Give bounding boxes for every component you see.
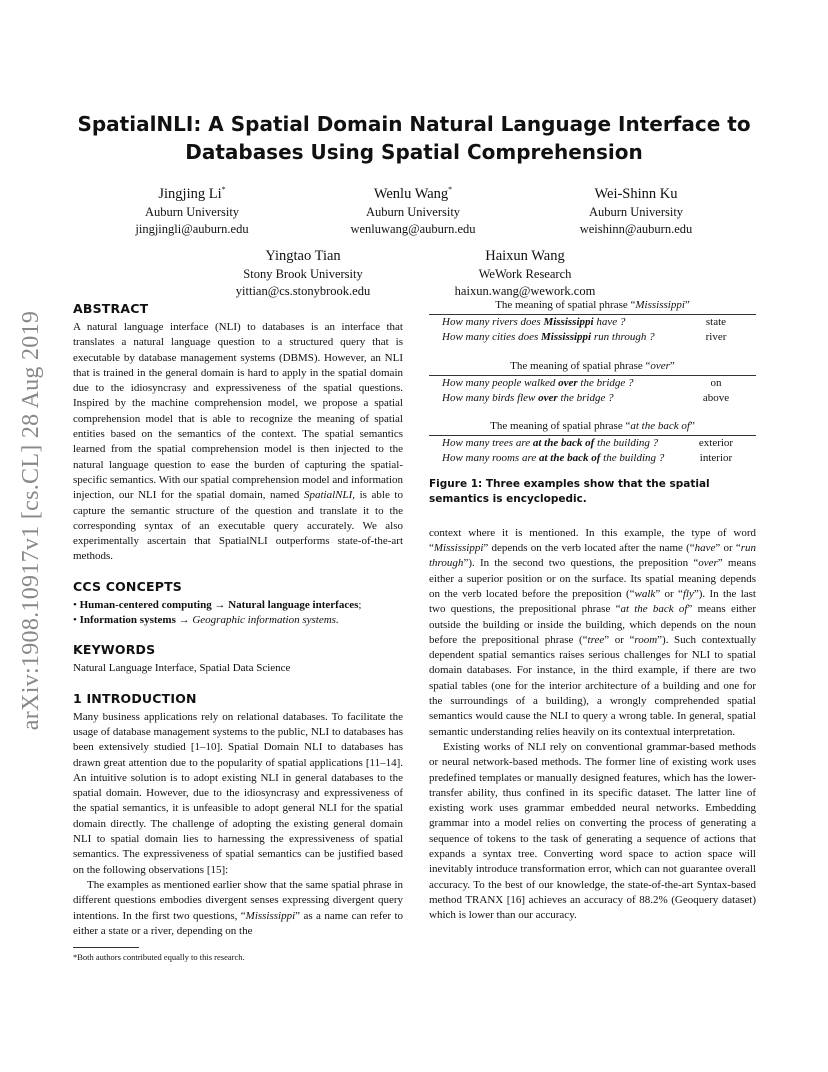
author-3: Wei-Shinn Ku Auburn University weishinn@auburn.edu [579,185,693,236]
author-5: Haixun Wang WeWork Research haixun.wang@wework.com [454,247,596,298]
figure-row: How many cities does Mississippi run through ? river [442,331,727,344]
figure-row: How many trees are at the back of the building ? exterior [442,437,734,450]
figure-group-title: The meaning of spatial phrase “Mississippi” [429,298,756,315]
ccs-heading: CCS CONCEPTS [73,578,182,594]
figure-row: How many people walked over the bridge ? on [442,376,722,389]
figure-group-over [429,359,756,407]
title-line-1: SpatialNLI: A Spatial Domain Natural Language Interface to [77,112,751,136]
figure-row: How many rooms are at the back of the building ? interior [442,452,733,465]
arxiv-stamp: arXiv:1908.10917v1 [cs.CL] 28 Aug 2019 [18,310,45,730]
figure-group-at-the-back-of [429,419,756,467]
abstract-text: A natural language interface (NLI) to databases is an interface that translates a natural language question to a structured query that is executable by database management systems (DBMS). However, an NLI that is trained in the general domain is hard to apply in the spatial domain due to the idiosyncrasy and expressiveness of the spatial questions. Inspired by the machine comprehension model, we propose a spatial comprehension model that is able to recognize the meaning of spatial entities based on the semantics of the context. The spatial semantics learned from the spatial comprehension model is then injected to the natural language question to ease the burden of capturing the spatial-specific semantics. With our spatial comprehension model and information injection, our NLI for the spatial domain, named SpatialNLI, is able to capture the semantic structure of the question and translate it to the corresponding syntax of an executable query accurately. We also experimentally ascertain that SpatialNLI outperforms state-of-the-art methods. [73,321,403,563]
right-column [429,298,756,924]
right-paragraph-1: context where it is mentioned. In this example, the type of word “Mississippi” depends on the verb located after the name (“have” or “run through”). In the second two questions, the preposition “over” means either a superior position or on the surface. Its spatial meaning depends on the verb located before the preposition (“walk” or “fly”). In the last two questions, the prepositional phrase “at the back of” means either outside the building or inside the building, which depends on the noun before the prepositional phrase (“tree” or “room”). Such contextually dependent spatial semantics raises serious challenges for NLI to spatial domain databases. For instance, in the third example, if there are two spatial tables (one for the interior architecture of a building and one for the surroundings of a building), a wrongly comprehended spatial semantics would cause the NLI to query a wrong table. In general, spatial semantic understanding relies heavily on its contextual interpretation. [429,526,756,738]
footnote-rule [73,947,139,948]
title-line-2: Databases Using Spatial Comprehension [185,140,643,164]
ccs-item-1: • Human-centered computing → Natural language interfaces; [73,598,362,611]
figure-caption: Figure 1: Three examples show that the spatial semantics is encyclopedic. [429,477,710,505]
footnote: *Both authors contributed equally to this research. [73,952,245,963]
author-1: Jingjing Li* Auburn University jingjingli@auburn.edu [135,185,249,236]
author-4: Yingtao Tian Stony Brook University yittian@cs.stonybrook.edu [235,247,371,298]
figure-group-mississippi [429,298,756,346]
figure-row: How many rivers does Mississippi have ? state [442,316,727,328]
abstract-heading: ABSTRACT [73,301,149,316]
keywords-heading: KEYWORDS [73,642,156,658]
introduction-heading: 1 INTRODUCTION [73,690,197,706]
intro-paragraph-2: The examples as mentioned earlier show that the same spatial phrase in different questions embodies divergent senses expressing divergent query intentions. In the first two questions, “Mississippi” as a name can refer to either a state or a river, depending on the [73,878,403,937]
keywords-text: Natural Language Interface, Spatial Data Science [73,662,291,675]
figure-group-title: The meaning of spatial phrase “over” [429,359,756,376]
figure-1 [429,298,756,507]
paper-title [70,110,758,166]
intro-paragraph-1: Many business applications rely on relational databases. To facilitate the usage of database management systems to the public, NLI to databases has been extensively studied [1–10]. Spatial Domain NLI to databases has drawn great attention due to the popularity of spatial applications [11–14]. An intuitive solution is to adopt existing NLI in general databases to the spatial domain. However, due to the idiosyncrasy and expressiveness of the spatial semantics, it is unfeasible to adopt general NLI for the spatial domain directly. The challenge of adopting the existing general domain NLI to spatial domain lies to harnessing the expressiveness of spatial semantics. The expressiveness of spatial semantics can be justified based on the following observations [15]: [73,710,403,876]
figure-group-title: The meaning of spatial phrase “at the back of” [429,419,756,436]
right-paragraph-2: Existing works of NLI rely on conventional grammar-based methods or neural network-based methods. The former line of existing work uses predefined templates or manually designed features, which has the lower-transfer ability, thus confined in its specific dataset. The latter line of existing work uses grammar embedded neural networks. Embedding grammar into a model relies on converting the process of generating a sequence of tokens to the task of generating a sequence of actions that expands a syntax tree. Converting word space to action space will inevitably introduce transformation error, which can not guarantee overall accuracy. To the best of our knowledge, the state-of-the-art Syntax-based method TRANX [16] achieves an accuracy of 88.2% (Geoquery dataset) which is lower than our accuracy. [429,740,756,922]
ccs-item-2: • Information systems → Geographic information systems. [73,614,339,627]
left-column [73,300,403,963]
author-2: Wenlu Wang* Auburn University wenluwang@auburn.edu [350,185,476,236]
figure-row: How many birds flew over the bridge ? above [442,391,730,404]
